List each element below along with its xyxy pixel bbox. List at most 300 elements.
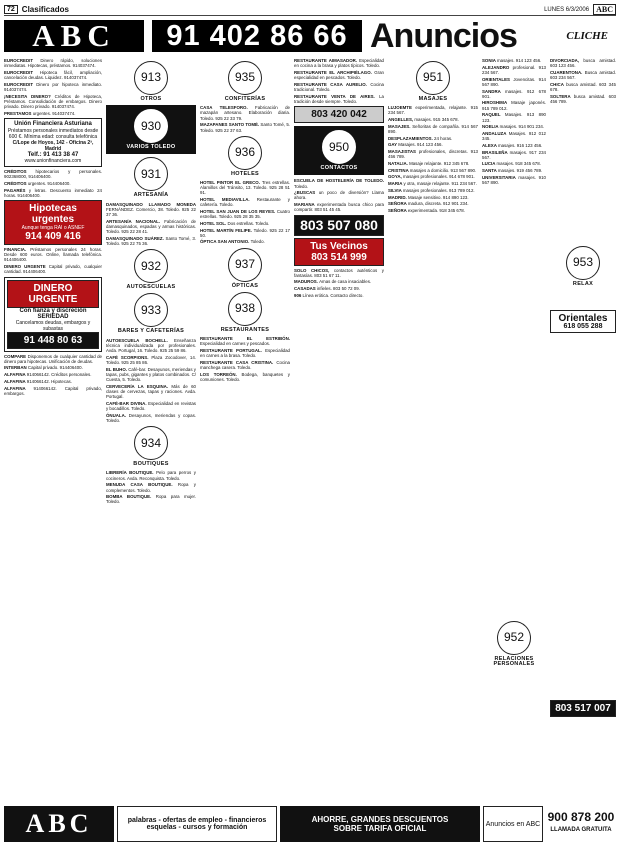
entry-text: Señoritas de compañía. 914 567 890. (388, 123, 478, 135)
classified-entry (106, 384, 196, 400)
union-title: Unión Financiera Asturiana (14, 121, 92, 128)
section-number-951: 951 (416, 61, 450, 95)
column-4 (294, 58, 384, 803)
entry-heading: BOMBA BOUTIQUE. (106, 494, 156, 500)
entry-text: un poco de diversión? Llama ahora. (294, 190, 384, 201)
entry-heading: ALFAFINA (4, 378, 27, 384)
entry-heading: EUROCREDIT (4, 81, 37, 87)
entry-text: masajes. 910 567 890. (482, 174, 546, 186)
entry-text: hipotecarios y personales. 902368000, 914406400. (4, 169, 102, 180)
entry-heading: ¡NECESITA DINERO? (4, 93, 55, 99)
entry-heading: SANTA (482, 168, 498, 174)
entry-text: masajes. 918 345 678. (496, 161, 541, 167)
hipotecas-title: Hipotecas urgentes (29, 203, 77, 226)
section-938 (200, 292, 290, 333)
section-label-930: VARIOS TOLEDO (126, 144, 176, 151)
classified-entry (4, 188, 102, 198)
vecinos-ad (294, 238, 384, 266)
entry-text: Toledo. 925 22 17 50. (200, 227, 290, 238)
orientales-title: Orientales (558, 313, 608, 324)
section-label-951: MASAJES (418, 96, 448, 102)
entry-heading: CUARENTONA. (550, 69, 585, 75)
entry-text: Amas de casa insaciables. (319, 279, 372, 285)
entry-heading: LOS TORREÓN. (200, 371, 242, 377)
entry-heading: CAFÉ SCORPIONS. (106, 354, 152, 360)
entry-heading: LIBRERÍA BOUTIQUE. (106, 470, 157, 476)
classified-entry (4, 365, 102, 370)
hipotecas-ad (4, 200, 102, 245)
entry-text: Masaje sensitivo. 914 890 123. (408, 194, 469, 200)
section-label-933: BARES Y CAFETERÍAS (117, 328, 185, 335)
entry-text: y letras. Descuento inmediato 24 horas. 914406400. (4, 187, 102, 198)
classified-entry (106, 401, 196, 411)
entry-heading: DAMASQUINADO LLAMADO MONEDA (106, 201, 196, 207)
entry-text: masajes profesionales. 913 789 012. (402, 187, 475, 193)
classified-entry (550, 94, 616, 104)
entry-heading: SOLTERA (550, 93, 574, 99)
classified-entry (4, 181, 102, 186)
entry-text: Santo Tomé, 5. Toledo. 925 22 37 63. (200, 122, 290, 133)
entry-heading: HOTEL MARTÍN FELIPE. (200, 227, 254, 233)
classified-entry (200, 348, 290, 358)
footer-services (117, 806, 277, 842)
entry-text: Cuatro estrellas. Toledo. 925 28 35 35. (200, 208, 290, 220)
entry-text: masajes. 914 901 234. (499, 124, 545, 130)
classified-entry (482, 89, 546, 99)
entry-heading: CRISTINA (388, 167, 410, 173)
section-title: Clasificados (21, 5, 69, 14)
section-number-931: 931 (134, 157, 168, 191)
union-address: C/Lope de Hoyos, 142 - Oficina 2ª, Madrid (12, 140, 94, 153)
entry-text: Cocina tradicional. Toledo. (294, 81, 384, 93)
entry-heading: MENUDA CASA BOUTIQUE. (106, 482, 178, 488)
section-number-913: 913 (134, 61, 168, 95)
entry-heading: HOTEL SOL. (200, 220, 228, 226)
entry-heading: RESTAURANTE EL ARCHIPIÉLAGO. (294, 69, 375, 75)
classified-entry (4, 247, 102, 263)
section-label-913: OTROS (140, 96, 162, 102)
entry-heading: RESTAURANTE CASA CRISTINA. (200, 359, 277, 365)
column-1 (4, 58, 102, 803)
classified-entry (482, 112, 546, 122)
section-number-933: 933 (134, 293, 168, 327)
column-6 (482, 58, 616, 803)
entry-text: Fabricación de mazapán artesano. Elaboración diaria. Toledo. 925 22 33 79. (200, 105, 290, 121)
entry-text: Gran especialidad en pescados. Toledo. (294, 69, 384, 81)
classified-entry (388, 142, 478, 147)
column-5 (388, 58, 478, 803)
classified-entry (200, 122, 290, 132)
entry-heading: EL BUHO. (106, 366, 129, 372)
entry-heading: ¿BUSCAS (294, 190, 319, 196)
section-label-950: CONTACTOS (320, 165, 358, 172)
contactos-phone-ad (294, 106, 384, 123)
classified-entry (106, 482, 196, 492)
section-label-932: AUTOESCUELAS (126, 284, 176, 291)
entry-heading: PAGARÉS (4, 187, 29, 193)
entry-heading: ÓPTICA SAN ANTONIO. (200, 239, 251, 245)
entry-text: Fabricación de damasquinados, espadas y armas históricas. Toledo. 925 22 28 41. (106, 218, 196, 235)
entry-heading: ÓNUALA. (106, 412, 129, 418)
entry-text: Especialidad en cocina a la brasa y platos típicos. Toledo. (294, 58, 384, 69)
union-financiera-ad (4, 118, 102, 167)
entry-text: Toledo. (294, 183, 309, 189)
entry-text: experimentada. 918 345 678. (407, 207, 465, 213)
entry-heading: RESTAURANTE VENTA DE AIRES. (294, 93, 380, 99)
entry-text: busca amistad. 603 345 678. (550, 81, 616, 93)
entry-text: busca amistad. 603 123 456. (550, 58, 616, 69)
section-952 (482, 621, 546, 667)
classified-entry (4, 169, 102, 179)
section-label-953: RELAX (572, 281, 594, 287)
header-brand: ABC (593, 4, 616, 15)
classified-entry (294, 70, 384, 80)
entry-text: Especialidad en carnes y pescados. (200, 341, 271, 347)
entry-heading: MAZAPANES SANTO TOMÉ. (200, 122, 261, 128)
classified-entry (294, 202, 384, 212)
section-label-936: HOTELES (230, 170, 260, 177)
entry-heading: GAY (388, 142, 399, 148)
vecinos-phone: 803 514 999 (311, 251, 367, 263)
classified-entry (106, 236, 196, 246)
classified-entry (4, 264, 102, 274)
classified-entry (200, 180, 290, 196)
dinero-seriedad: Con fianza y discreción SERIEDAD (19, 307, 87, 320)
section-number-952: 952 (497, 621, 531, 655)
footer-services-line1: palabras - ofertas de empleo - financieros (127, 817, 267, 824)
citas-phone: 803 507 080 (300, 216, 378, 233)
classified-entry (388, 124, 478, 134)
entry-text: Hipoteca fácil, ampliación, cancelación deudas. Liquidez. 914037474. (4, 69, 102, 81)
classified-entry (294, 58, 384, 68)
contactos-phone: 803 420 042 (311, 109, 367, 121)
masthead (4, 18, 616, 54)
vecinos-title: Tus Vecinos (310, 240, 368, 252)
entry-heading: HOTEL PINTOR EL GRECO. (200, 179, 262, 185)
entry-heading: SILVIA (388, 187, 403, 193)
entry-text: masajes a domicilio. 913 567 890. (409, 167, 477, 173)
entry-heading: ORIENTALES (482, 76, 514, 82)
classified-entry (482, 65, 546, 75)
issue-date: LUNES 6/3/2006 (544, 6, 590, 13)
classified-entry (4, 372, 102, 377)
entry-heading: LUCIA (482, 161, 497, 167)
section-951 (388, 61, 478, 102)
entry-text: masajes. 912 678 901. (482, 88, 546, 99)
entry-text: 914066142. Hipotecas. (26, 378, 72, 384)
entry-heading: DIVORCIADA, (550, 58, 584, 63)
classified-entry (4, 70, 102, 80)
entry-heading: HIROSHIMA (482, 100, 512, 106)
entry-heading: MASAJES. (388, 123, 413, 129)
entry-heading: RESTAURANTE CASA AURELIO. (294, 81, 371, 87)
dinero-title-box (7, 280, 99, 308)
section-930 (106, 105, 196, 154)
classified-entry (388, 188, 478, 193)
entry-text: Toledo. (250, 239, 265, 245)
section-953-wrap (550, 243, 616, 290)
classified-entry (200, 228, 290, 238)
classified-entry (388, 117, 478, 122)
chicas-phone: 803 517 007 (555, 703, 611, 714)
entry-heading: SONIA (482, 58, 497, 63)
entry-text: Más de 60 clases de cervezas, tapas y raciones. Avda. Portugal. (106, 383, 196, 400)
entry-text: Jovencitas. 914 567 890. (482, 76, 546, 87)
section-label-952: RELACIONES PERSONALES (493, 656, 535, 668)
classified-entry (200, 197, 290, 207)
entry-heading: EUROCREDIT (4, 69, 40, 75)
entry-heading: CHICA (550, 81, 567, 87)
section-number-950: 950 (322, 130, 356, 164)
classified-entry (482, 150, 546, 160)
entry-text: Masaje japonés. 915 789 012. (482, 100, 546, 111)
entry-heading: CERVECERÍA LA ESQUINA. (106, 383, 172, 389)
dinero-phone: 91 448 80 63 (23, 334, 83, 346)
entry-text: masajes. 915 345 678. (414, 117, 459, 123)
footer-discount-line1: AHORRE, GRANDES DESCUENTOS (311, 815, 449, 824)
union-sub: Préstamos personales inmediatos desde 600 €. Mínima edad: consulta telefónica (7, 128, 99, 141)
section-952-wrap (482, 618, 546, 670)
classified-entry (388, 105, 478, 115)
footer-banner (4, 806, 616, 842)
classifieds-phone[interactable]: 91 402 86 66 (152, 20, 362, 52)
entry-text: Bodega, banquetes y comuniones. Toledo. (200, 371, 290, 382)
entry-text: Pelo para perros y cocineros. Avda. Reconquista. Toledo. (106, 470, 196, 481)
classified-entry (106, 355, 196, 365)
classified-entry (200, 105, 290, 121)
section-number-934: 934 (134, 426, 168, 460)
entry-text: Masajes. 912 012 345. (482, 130, 546, 142)
entry-text: Dinero rápido, soluciones inmediatas. Hipotecas, préstamos. 914037474. (4, 58, 102, 69)
classified-entry (550, 82, 616, 92)
masthead-title: Anuncios (370, 16, 517, 55)
entry-text: Desayunos, meriendas y copas. Toledo. (106, 412, 196, 423)
entry-heading: MADRID. (388, 194, 409, 200)
section-931 (106, 157, 196, 198)
section-934 (106, 426, 196, 467)
classified-entry (482, 131, 546, 141)
entry-text: Santo Tomé, 3. Toledo. 925 22 75 36. (106, 235, 196, 247)
dinero-title: DINERO URGENTE (28, 282, 78, 305)
entry-heading: CRÉDITOS (4, 169, 36, 175)
classified-entry (294, 286, 384, 291)
classified-entry (106, 338, 196, 354)
entry-heading: ARTESANÍA NACIONAL. (106, 218, 165, 224)
dinero-sub: Cancelamos deudas, embargos y subastas (15, 319, 91, 332)
section-label-934: BOUTIQUES (133, 461, 169, 468)
entry-text: infieles. 803 50 72 09. (316, 286, 360, 292)
entry-text: Disponemos de cualquier cantidad de dinero para hipotecas. Unificación de deudas. (4, 353, 102, 364)
orientales-ad-wrap (550, 308, 616, 335)
entry-heading: RAQUEL (482, 112, 505, 118)
classified-entry (388, 149, 478, 159)
entry-text: Cocina manchega casera. Toledo. (200, 359, 290, 371)
classified-entry (388, 161, 478, 166)
entry-heading: SEÑORA (388, 201, 408, 207)
entry-heading: 906 (294, 292, 303, 298)
classified-entry (106, 494, 196, 504)
classified-entry (4, 386, 102, 396)
entry-text: masajes. 916 123 456. (497, 142, 543, 148)
classified-entry (200, 336, 290, 346)
footer-free-label: LLAMADA GRATUITA (550, 827, 612, 833)
section-label-935: CONFITERÍAS (224, 96, 266, 102)
entry-heading: MADUROS. (294, 279, 320, 285)
citas-ad (294, 215, 384, 236)
classified-entry (482, 77, 546, 87)
footer-free-call[interactable] (546, 806, 616, 842)
entry-text: masajes profesionales. 914 678 901. (402, 174, 475, 180)
entry-text: FERNÁNDEZ. Comercio, 38. Toledo. 925 22 37 36. (106, 206, 196, 218)
classified-entry (482, 143, 546, 148)
entry-text: Restaurante y cafetería. Toledo. (200, 197, 290, 208)
entry-heading: ALEXA (482, 142, 498, 148)
entry-heading: SEÑORA (388, 207, 408, 213)
entry-heading: PRESTAMOS (4, 110, 33, 116)
classified-entry (200, 221, 290, 226)
union-phone: Telf.: 91 413 38 47 (27, 152, 79, 159)
entry-text: Masajes. 913 890 123. (482, 112, 546, 123)
entry-heading: DESPLAZAMIENTOS. (388, 135, 435, 141)
entry-text: masajes. 914 123 456. (496, 58, 542, 63)
entry-text: Ropa y complementos. Toledo. (106, 482, 196, 493)
entry-text: Dinero por hipoteca inmediato. 914037474. (4, 81, 102, 93)
entry-text: Plaza Zocodover, 14. Toledo. 925 25 85 86. (106, 354, 196, 365)
classified-entry (294, 94, 384, 104)
orientales-phone: 618 055 288 (563, 323, 603, 330)
entry-heading: DINERO URGENTE (4, 264, 49, 270)
section-label-938: RESTAURANTES (220, 326, 270, 333)
footer-discount (280, 806, 480, 842)
entry-text: y otra, masaje relajante. 911 234 567. (403, 181, 477, 187)
section-932 (106, 249, 196, 290)
section-label-937: ÓPTICAS (231, 282, 259, 289)
entry-heading: ALEJANDRO (482, 64, 513, 70)
entry-text: Masaje relajante. 912 345 678. (409, 161, 470, 167)
classified-entry (4, 94, 102, 110)
classified-entry (106, 202, 196, 218)
entry-text: madura, discreta. 912 901 234. (407, 201, 469, 207)
chicas-ad (550, 700, 616, 717)
chicas-ad-wrap (550, 698, 616, 719)
entry-text: Busca amistad. 603 234 567. (550, 69, 616, 81)
entry-heading: RESTAURANTE EL ESTRIBÓN. (200, 336, 290, 342)
entry-text: profesional. 913 234 567. (482, 64, 547, 75)
hipotecas-sub: Aunque tenga RAI o ASNEF (21, 225, 85, 232)
entry-heading: LUJOEMTE (388, 105, 416, 111)
classified-entry (106, 413, 196, 423)
entry-text: Enseñanza técnica individualizada por profesionales. Avda. Portugal, 16. Toledo. 925 25 59 86. (106, 337, 196, 354)
entry-text: Préstamos personales 24 horas. Desde 600 euros. Online, llamada telefónica. 914406400. (4, 247, 102, 263)
section-number-953: 953 (566, 246, 600, 280)
entry-text: urgentes. 914406400. (27, 180, 71, 186)
entry-heading: CRÉDITOS (4, 180, 28, 186)
section-913 (106, 61, 196, 102)
classified-entry (4, 354, 102, 364)
entry-text: Capital privado. 914406400. (27, 365, 83, 371)
entry-text: Línea erótica. Contacto directo. (302, 292, 364, 298)
entry-text: 24 horas. (434, 135, 453, 141)
entry-text: Especialidad en revistas y bocadillos. Toledo. (106, 400, 196, 412)
classified-entry (294, 178, 384, 188)
classified-entry (4, 58, 102, 68)
classified-entry (294, 279, 384, 284)
classified-entry (388, 201, 478, 206)
column-3 (200, 58, 290, 803)
entry-text: 914066142. Créditos personales. (26, 372, 92, 378)
entry-text: masajes. 917 234 567. (482, 149, 546, 160)
section-number-938: 938 (228, 292, 262, 326)
section-933 (106, 293, 196, 334)
orientales-ad (550, 310, 616, 333)
entry-text: experimentada, relajante. 915 234 567. (388, 105, 478, 116)
classified-entry (388, 174, 478, 179)
union-web: www.unionfinanciera.com (24, 158, 82, 165)
classified-entry (482, 100, 546, 110)
dinero-urgente-ad (4, 277, 102, 352)
entry-heading: AUTOESCUELA BOCHELL. (106, 337, 175, 343)
classified-entry (482, 58, 546, 63)
classified-entry (294, 82, 384, 92)
section-950 (294, 126, 384, 175)
classified-entry (294, 268, 384, 278)
entry-heading: EUROCREDIT (4, 58, 41, 63)
entry-heading: FINANCIA. (4, 247, 31, 253)
entry-heading: HOTEL SAN JUAN DE LOS REYES. (200, 208, 277, 214)
entry-heading: MASAJISTAS (388, 149, 419, 155)
entry-heading: HOTEL MEDIAVILLA. (200, 197, 257, 203)
entry-heading: RESTAURANTE PORTUGAL. (200, 347, 266, 353)
classified-entry (294, 190, 384, 200)
entry-heading: CASA TELESFORO. (200, 105, 256, 111)
classified-entry (200, 209, 290, 219)
entry-heading: NOELIA (482, 124, 500, 130)
entry-heading: CAFÉ-BAR DIVINA. (106, 400, 149, 406)
page-number: 72 (4, 5, 18, 14)
sponsor-logo: CLICHE (566, 30, 608, 42)
entry-heading: NATALIA. (388, 161, 410, 167)
classified-entry (388, 168, 478, 173)
entry-text: La tradición desde siempre. Toledo. (294, 93, 384, 104)
classified-entry (388, 195, 478, 200)
entry-heading: ESCUELA DE HOSTELERÍA DE TOLEDO. (294, 178, 384, 184)
footer-abc-logo: ABC (4, 806, 114, 842)
entry-text: masajes. 919 456 789. (497, 168, 543, 174)
section-number-936: 936 (228, 136, 262, 170)
entry-heading: SOLO CHICOS, (294, 267, 334, 273)
entry-heading: ANGELLES, (388, 117, 415, 123)
classified-entry (388, 181, 478, 186)
section-label-931: ARTESANÍA (133, 192, 169, 199)
classified-entry (482, 168, 546, 173)
section-number-937: 937 (228, 248, 262, 282)
section-937 (200, 248, 290, 289)
classified-entry (106, 219, 196, 235)
classified-entry (294, 293, 384, 298)
classified-entry (4, 379, 102, 384)
entry-heading: RESTAURANTE AIMASADOR. (294, 58, 360, 63)
entry-heading: SANDRA (482, 88, 506, 94)
section-number-932: 932 (134, 249, 168, 283)
classified-entry (200, 360, 290, 370)
classified-entry (550, 58, 616, 68)
classified-entry (482, 175, 546, 185)
column-2 (106, 58, 196, 803)
entry-text: contactos auténticos y fantasías. 803 51 67 11. (294, 267, 384, 278)
page-header (4, 4, 616, 16)
entry-text: profesionales, discretas. 913 456 789. (388, 149, 478, 160)
classifieds-columns (4, 58, 616, 803)
